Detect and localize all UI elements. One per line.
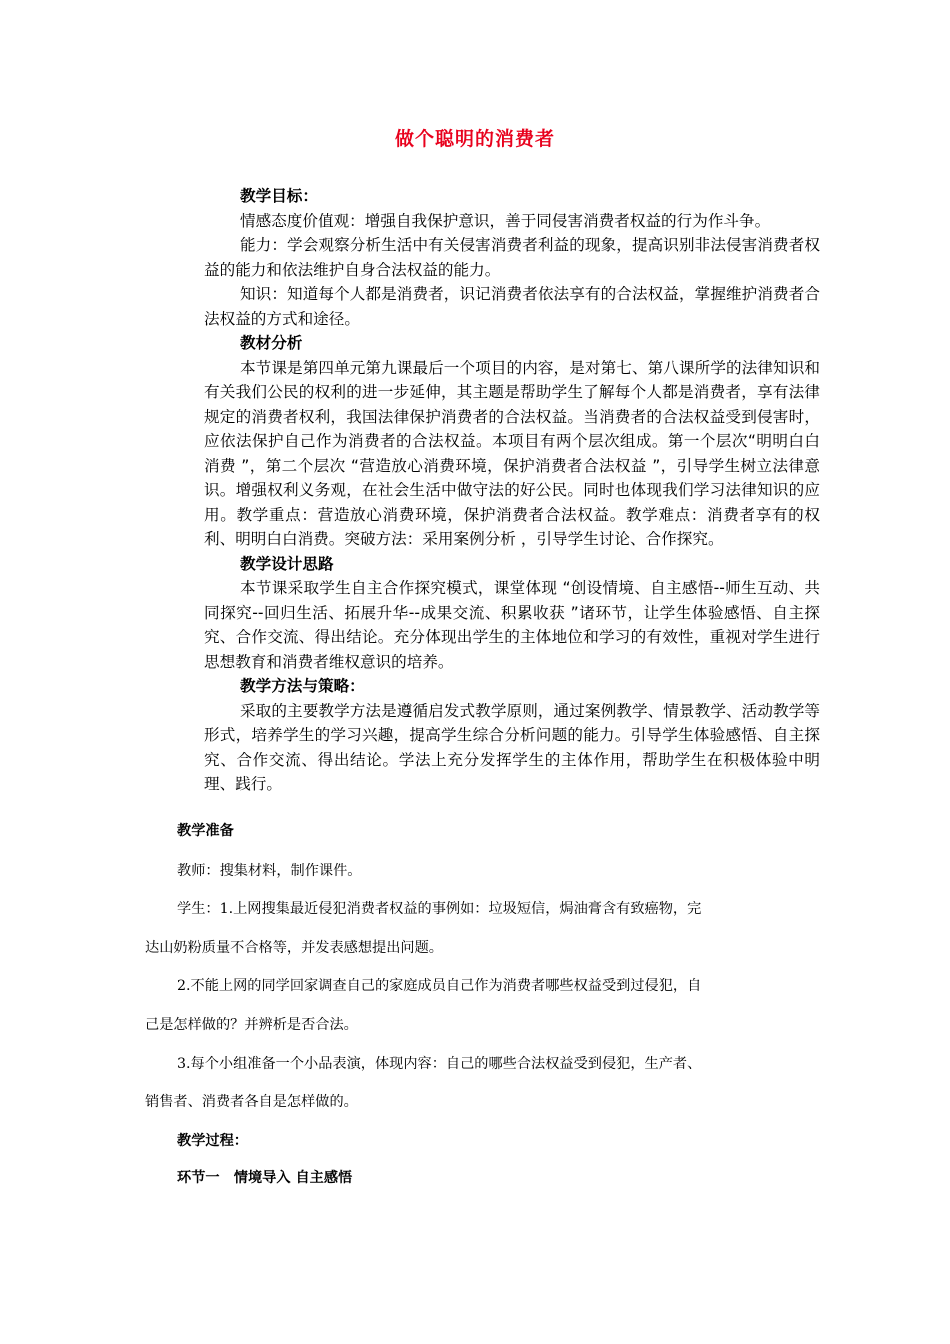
goal-emotion: 情感态度价值观：增强自我保护意识，善于同侵害消费者权益的行为作斗争。 bbox=[240, 211, 771, 230]
design-idea-text: 本节课采取学生自主合作探究模式，课堂体现 “创设情境、自主感悟--师生互动、共同探究--回归生活、拓展升华--成果交流、积累收获 ”诸环节，让学生体验感悟、自主探究、合作交流、得出结论。充分体现出学生的主体地位和学习的有效性，重视对学生进行思想教育和消费者维权意识的培养。 bbox=[204, 579, 820, 671]
upper-section bbox=[204, 184, 820, 797]
material-analysis-text: 本节课是第四单元第九课最后一个项目的内容，是对第七、第八课所学的法律知识和有关我们公民的权利的进一步延伸，其主题是帮助学生了解每个人都是消费者，享有法律规定的消费者权利，我国法律保护消费者的合法权益。当消费者的合法权益受到侵害时，应依法保护自己作为消费者的合法权益。本项目有两个层次组成。第一个层次“明明白白消费 ”，第二个层次 “营造放心消费环境，保护消费者合法权益 ”，引导学生树立法律意识。增强权利义务观，在社会生活中做守法的好公民。同时也体现我们学习法律知识的应用。教学重点：营造放心消费环境，保护消费者合法权益。教学难点：消费者享有的权利、明明白白消费。突破方法：采用案例分析 ，引导学生讨论、合作探究。 bbox=[204, 358, 820, 548]
goal-knowledge: 知识：知道每个人都是消费者，识记消费者依法享有的合法权益，掌握维护消费者合法权益的方式和途径。 bbox=[204, 285, 820, 328]
student-preparation-1-cont: 达山奶粉质量不合格等，并发表感想提出问题。 bbox=[145, 940, 443, 956]
design-idea-heading: 教学设计思路 bbox=[240, 554, 334, 573]
process-heading: 教学过程： bbox=[177, 1133, 248, 1149]
method-heading: 教学方法与策略： bbox=[240, 677, 365, 695]
step-one-heading: 环节一 情境导入 自主感悟 bbox=[177, 1170, 353, 1186]
material-analysis-heading: 教材分析 bbox=[240, 334, 303, 352]
student-preparation-2-cont: 己是怎样做的？并辨析是否合法。 bbox=[145, 1017, 358, 1033]
student-preparation-1: 学生：1.上网搜集最近侵犯消费者权益的事例如：垃圾短信，焗油膏含有致癌物，完 bbox=[177, 901, 702, 917]
student-preparation-3-cont: 销售者、消费者各自是怎样做的。 bbox=[145, 1094, 358, 1110]
document-title: 做个聪明的消费者 bbox=[394, 128, 555, 150]
student-preparation-2: 2.不能上网的同学回家调查自己的家庭成员自己作为消费者哪些权益受到过侵犯，自 bbox=[177, 978, 702, 994]
preparation-heading: 教学准备 bbox=[177, 823, 234, 839]
method-text: 采取的主要教学方法是遵循启发式教学原则，通过案例教学、情景教学、活动教学等形式，培养学生的学习兴趣，提高学生综合分析问题的能力。引导学生体验感悟、自主探究、合作交流、得出结论。学法上充分发挥学生的主体作用，帮助学生在积极体验中明理、践行。 bbox=[204, 701, 820, 793]
teaching-goal-heading: 教学目标： bbox=[240, 187, 318, 205]
goal-ability: 能力：学会观察分析生活中有关侵害消费者利益的现象，提高识别非法侵害消费者权益的能力和依法维护自身合法权益的能力。 bbox=[204, 236, 820, 279]
teacher-preparation: 教师：搜集材料，制作课件。 bbox=[177, 863, 362, 879]
student-preparation-3: 3.每个小组准备一个小品表演，体现内容：自己的哪些合法权益受到侵犯，生产者、 bbox=[177, 1056, 702, 1072]
